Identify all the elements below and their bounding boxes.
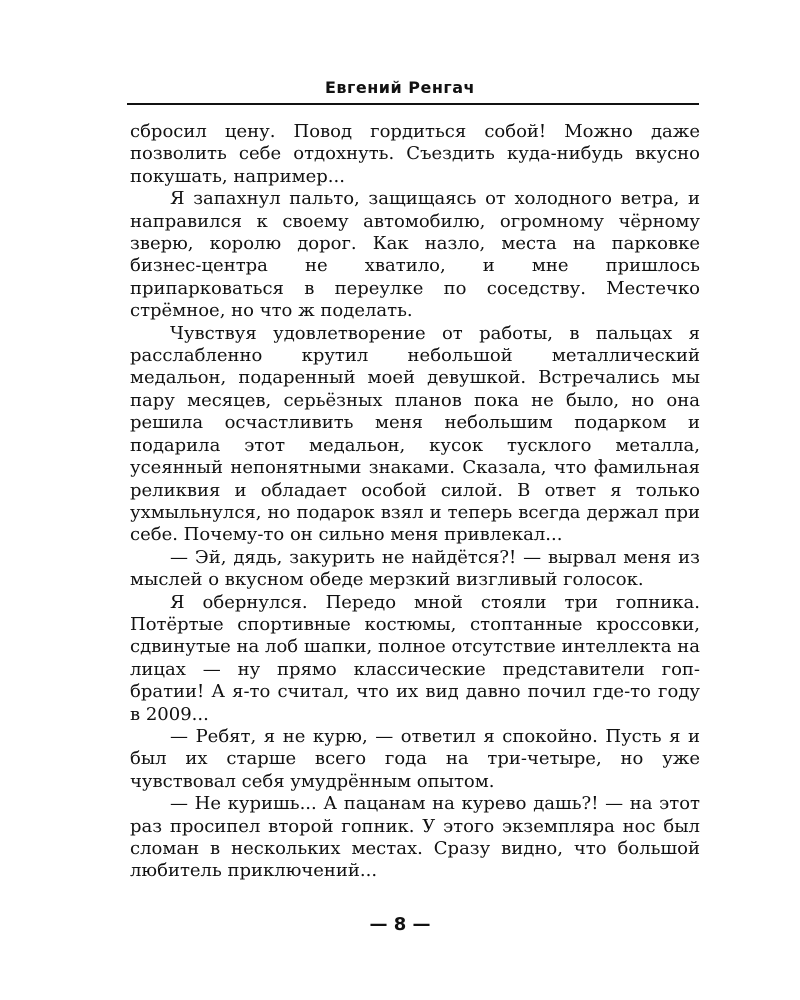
paragraph: сбросил цену. Повод гордиться собой! Можно даже позволить себе отдохнуть. Съездить куда-нибудь вкусно покушать, например... [130,121,700,187]
paragraph: Я обернулся. Передо мной стояли три гопника. Потёртые спортивные костюмы, стоптанные кроссовки, сдвинутые на лоб шапки, полное отсутствие интеллекта на лицах — ну прямо классические представители гоп-братии! А я-то считал, что их вид давно почил где-то году в 2009... [130,591,700,725]
page-number: — 8 — [369,914,431,935]
paragraph: — Ребят, я не курю, — ответил я спокойно. Пусть я и был их старше всего года на три-четыре, но уже чувствовал себя умудрённым опытом. [130,725,700,792]
running-head-author: Евгений Ренгач [324,78,476,97]
paragraph: Я запахнул пальто, защищаясь от холодного ветра, и направился к своему автомобилю, огромному чёрному зверю, королю дорог. Как назло, места на парковке бизнес-центра не хватило, и мне пришлось припарковаться в переулке по соседству. Местечко стрёмное, но что ж поделать. [130,188,700,322]
paragraph: Чувствуя удовлетворение от работы, в пальцах я расслабленно крутил небольшой металлический медальон, подаренный моей девушкой. Встречались мы пару месяцев, серьёзных планов пока не было, но она решила осчастливить меня небольшим подарком и подарила этот медальон, кусок тусклого металла, усеянный непонятными знаками. Сказала, что фамильная реликвия и обладает особой силой. В ответ я только ухмыльнулся, но подарок взял и теперь всегда держал при себе. Почему-то он сильно меня привлекал... [130,322,700,546]
header-rule [127,103,699,105]
paragraph: — Эй, дядь, закурить не найдётся?! — вырвал меня из мыслей о вкусном обеде мерзкий визгливый голосок. [130,546,700,591]
paragraph: — Не куришь... А пацанам на курево дашь?! — на этот раз просипел второй гопник. У этого экземпляра нос был сломан в нескольких местах. Сразу видно, что большой любитель приключений... [130,793,700,882]
body-text [130,121,700,883]
